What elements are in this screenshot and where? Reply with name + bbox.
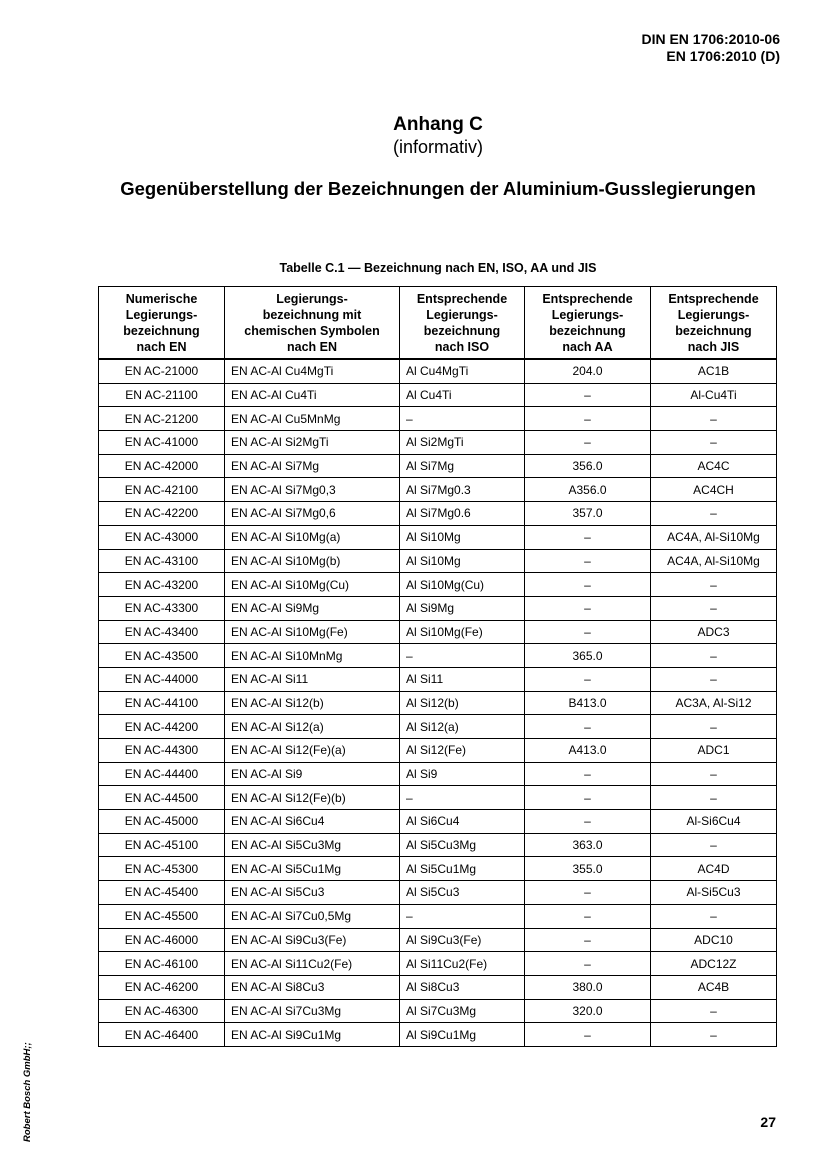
cell-en-symbol: EN AC-Al Si10Mg(Fe) [225, 620, 400, 644]
cell-en-symbol: EN AC-Al Si7Mg0,3 [225, 478, 400, 502]
cell-iso: Al Si12(b) [400, 691, 525, 715]
cell-en-number: EN AC-44000 [99, 667, 225, 691]
cell-en-symbol: EN AC-Al Cu4Ti [225, 383, 400, 407]
cell-iso: Al Si11Cu2(Fe) [400, 952, 525, 976]
table-row [99, 525, 777, 549]
cell-jis: – [651, 573, 777, 597]
table-row [99, 928, 777, 952]
cell-aa: A413.0 [525, 739, 651, 763]
table-row [99, 833, 777, 857]
cell-iso: Al Si9 [400, 762, 525, 786]
cell-jis: Al-Si6Cu4 [651, 810, 777, 834]
cell-en-number: EN AC-42100 [99, 478, 225, 502]
cell-en-symbol: EN AC-Al Si5Cu3 [225, 881, 400, 905]
cell-iso: Al Si5Cu3 [400, 881, 525, 905]
cell-aa: – [525, 383, 651, 407]
cell-jis: ADC1 [651, 739, 777, 763]
document-header [641, 31, 780, 65]
annex-title: Anhang C [393, 114, 483, 135]
column-header-line: bezeichnung mit [262, 307, 362, 322]
table-row [99, 431, 777, 455]
table-row [99, 549, 777, 573]
cell-jis: ADC10 [651, 928, 777, 952]
cell-en-symbol: EN AC-Al Cu4MgTi [225, 359, 400, 383]
annex-subtitle: (informativ) [392, 137, 483, 157]
cell-en-number: EN AC-45500 [99, 904, 225, 928]
cell-en-number: EN AC-43200 [99, 573, 225, 597]
cell-en-number: EN AC-43000 [99, 525, 225, 549]
cell-en-symbol: EN AC-Al Si8Cu3 [225, 975, 400, 999]
column-header-jis [651, 287, 777, 360]
table-row [99, 975, 777, 999]
column-header-line: Legierungs- [125, 307, 198, 322]
cell-iso: Al Si9Cu3(Fe) [400, 928, 525, 952]
cell-en-number: EN AC-42000 [99, 454, 225, 478]
cell-iso: Al Si10Mg(Fe) [400, 620, 525, 644]
cell-jis: AC3A, Al-Si12 [651, 691, 777, 715]
table-header [99, 287, 777, 360]
cell-aa: 204.0 [525, 359, 651, 383]
table-row [99, 502, 777, 526]
cell-en-number: EN AC-43300 [99, 596, 225, 620]
cell-en-number: EN AC-46200 [99, 975, 225, 999]
column-header-line: Entsprechende [668, 291, 759, 306]
cell-en-number: EN AC-44100 [99, 691, 225, 715]
cell-aa: – [525, 407, 651, 431]
table-row [99, 667, 777, 691]
cell-en-symbol: EN AC-Al Si10Mg(b) [225, 549, 400, 573]
cell-en-number: EN AC-46100 [99, 952, 225, 976]
cell-iso: Al Si12(a) [400, 715, 525, 739]
cell-iso: Al Si6Cu4 [400, 810, 525, 834]
cell-aa: B413.0 [525, 691, 651, 715]
cell-jis: ADC12Z [651, 952, 777, 976]
cell-en-symbol: EN AC-Al Si12(a) [225, 715, 400, 739]
cell-en-symbol: EN AC-Al Si9Cu3(Fe) [225, 928, 400, 952]
side-watermark: Robert Bosch GmbH;; [22, 1042, 33, 1142]
cell-jis: Al-Cu4Ti [651, 383, 777, 407]
cell-iso: Al Si8Cu3 [400, 975, 525, 999]
cell-jis: – [651, 407, 777, 431]
cell-jis: AC4C [651, 454, 777, 478]
cell-iso: Al Si5Cu1Mg [400, 857, 525, 881]
cell-en-symbol: EN AC-Al Si5Cu1Mg [225, 857, 400, 881]
cell-en-number: EN AC-45300 [99, 857, 225, 881]
cell-aa: 380.0 [525, 975, 651, 999]
cell-iso: – [400, 407, 525, 431]
column-header-line: bezeichnung [675, 323, 752, 338]
cell-aa: 355.0 [525, 857, 651, 881]
page-number: 27 [760, 1114, 776, 1130]
cell-iso: Al Si10Mg(Cu) [400, 573, 525, 597]
column-header-line: Legierungs- [426, 307, 498, 322]
cell-en-symbol: EN AC-Al Si10Mg(Cu) [225, 573, 400, 597]
column-header-line: bezeichnung [423, 323, 501, 338]
column-header-line: bezeichnung [123, 323, 200, 338]
table-row [99, 383, 777, 407]
table-row [99, 762, 777, 786]
cell-iso: Al Si12(Fe) [400, 739, 525, 763]
cell-jis: ADC3 [651, 620, 777, 644]
table-row [99, 904, 777, 928]
cell-iso: Al Si7Mg0.6 [400, 502, 525, 526]
cell-en-symbol: EN AC-Al Si12(Fe)(a) [225, 739, 400, 763]
cell-iso: – [400, 904, 525, 928]
table-row [99, 478, 777, 502]
cell-jis: AC4B [651, 975, 777, 999]
cell-jis: – [651, 715, 777, 739]
cell-iso: Al Si10Mg [400, 549, 525, 573]
cell-en-number: EN AC-46400 [99, 1023, 225, 1047]
cell-iso: – [400, 786, 525, 810]
table-row [99, 454, 777, 478]
column-header-line: chemischen Symbolen [244, 323, 380, 338]
column-header-line: Legierungs- [551, 307, 624, 322]
cell-en-number: EN AC-21200 [99, 407, 225, 431]
cell-iso: Al Cu4Ti [400, 383, 525, 407]
cell-jis: AC4A, Al-Si10Mg [651, 549, 777, 573]
column-header-en-symbol [225, 287, 400, 360]
cell-aa: – [525, 667, 651, 691]
cell-en-symbol: EN AC-Al Si7Cu3Mg [225, 999, 400, 1023]
standard-number-en: EN 1706:2010 (D) [666, 48, 780, 64]
cell-aa: 356.0 [525, 454, 651, 478]
cell-en-symbol: EN AC-Al Si10MnMg [225, 644, 400, 668]
cell-aa: – [525, 762, 651, 786]
cell-en-symbol: EN AC-Al Si7Cu0,5Mg [225, 904, 400, 928]
column-header-line: bezeichnung [549, 323, 626, 338]
cell-en-number: EN AC-43500 [99, 644, 225, 668]
cell-aa: – [525, 881, 651, 905]
cell-en-symbol: EN AC-Al Si7Mg0,6 [225, 502, 400, 526]
table-row [99, 952, 777, 976]
cell-en-number: EN AC-46300 [99, 999, 225, 1023]
column-header-line: nach AA [562, 339, 613, 354]
cell-en-number: EN AC-44200 [99, 715, 225, 739]
cell-en-symbol: EN AC-Al Si2MgTi [225, 431, 400, 455]
table-caption: Tabelle C.1 — Bezeichnung nach EN, ISO, AA und JIS [279, 261, 597, 275]
cell-en-number: EN AC-46000 [99, 928, 225, 952]
cell-iso: Al Cu4MgTi [400, 359, 525, 383]
cell-aa: – [525, 952, 651, 976]
cell-en-symbol: EN AC-Al Si11 [225, 667, 400, 691]
cell-aa: – [525, 786, 651, 810]
cell-en-symbol: EN AC-Al Si10Mg(a) [225, 525, 400, 549]
table-row [99, 739, 777, 763]
cell-en-number: EN AC-45000 [99, 810, 225, 834]
cell-en-number: EN AC-42200 [99, 502, 225, 526]
cell-jis: – [651, 833, 777, 857]
cell-en-symbol: EN AC-Al Si5Cu3Mg [225, 833, 400, 857]
cell-jis: – [651, 596, 777, 620]
table-row [99, 691, 777, 715]
column-header-line: Entsprechende [542, 291, 633, 306]
cell-aa: – [525, 620, 651, 644]
cell-iso: – [400, 644, 525, 668]
cell-jis: – [651, 786, 777, 810]
table-body [99, 359, 777, 1046]
designation-table [98, 286, 777, 1047]
cell-en-number: EN AC-41000 [99, 431, 225, 455]
cell-en-number: EN AC-44400 [99, 762, 225, 786]
cell-jis: AC4CH [651, 478, 777, 502]
cell-en-number: EN AC-43400 [99, 620, 225, 644]
cell-jis: – [651, 644, 777, 668]
column-header-line: nach EN [286, 339, 337, 354]
cell-aa: – [525, 904, 651, 928]
column-header-aa [525, 287, 651, 360]
table-row [99, 786, 777, 810]
cell-jis: AC4A, Al-Si10Mg [651, 525, 777, 549]
cell-en-symbol: EN AC-Al Si12(b) [225, 691, 400, 715]
standard-number-din: DIN EN 1706:2010-06 [641, 31, 780, 47]
cell-aa: – [525, 928, 651, 952]
cell-iso: Al Si7Cu3Mg [400, 999, 525, 1023]
column-header-line: Numerische [125, 291, 198, 306]
cell-en-number: EN AC-44500 [99, 786, 225, 810]
cell-aa: – [525, 596, 651, 620]
cell-jis: – [651, 1023, 777, 1047]
column-header-line: nach ISO [434, 339, 490, 354]
cell-en-symbol: EN AC-Al Si9 [225, 762, 400, 786]
cell-aa: 365.0 [525, 644, 651, 668]
cell-en-number: EN AC-21100 [99, 383, 225, 407]
cell-aa: – [525, 431, 651, 455]
cell-iso: Al Si7Mg0.3 [400, 478, 525, 502]
cell-aa: – [525, 715, 651, 739]
cell-aa: 320.0 [525, 999, 651, 1023]
cell-jis: – [651, 762, 777, 786]
page-title: Gegenüberstellung der Bezeichnungen der Aluminium-Gusslegierungen [120, 178, 756, 199]
column-header-en-number [99, 287, 225, 360]
cell-en-number: EN AC-21000 [99, 359, 225, 383]
cell-aa: – [525, 549, 651, 573]
cell-aa: – [525, 810, 651, 834]
cell-jis: – [651, 502, 777, 526]
cell-en-symbol: EN AC-Al Si7Mg [225, 454, 400, 478]
cell-jis: – [651, 999, 777, 1023]
cell-jis: Al-Si5Cu3 [651, 881, 777, 905]
table-row [99, 1023, 777, 1047]
column-header-iso [400, 287, 525, 360]
cell-en-symbol: EN AC-Al Si6Cu4 [225, 810, 400, 834]
column-header-line: Legierungs- [677, 307, 750, 322]
cell-iso: Al Si7Mg [400, 454, 525, 478]
cell-jis: AC1B [651, 359, 777, 383]
table-row [99, 810, 777, 834]
cell-iso: Al Si10Mg [400, 525, 525, 549]
cell-iso: Al Si2MgTi [400, 431, 525, 455]
column-header-line: nach JIS [687, 339, 740, 354]
table-row [99, 573, 777, 597]
cell-aa: – [525, 1023, 651, 1047]
cell-en-number: EN AC-45100 [99, 833, 225, 857]
cell-en-number: EN AC-44300 [99, 739, 225, 763]
cell-en-number: EN AC-43100 [99, 549, 225, 573]
table-row [99, 359, 777, 383]
cell-jis: – [651, 904, 777, 928]
cell-aa: – [525, 525, 651, 549]
cell-en-symbol: EN AC-Al Si9Cu1Mg [225, 1023, 400, 1047]
cell-aa: A356.0 [525, 478, 651, 502]
cell-iso: Al Si5Cu3Mg [400, 833, 525, 857]
cell-aa: – [525, 573, 651, 597]
table-row [99, 407, 777, 431]
cell-aa: 363.0 [525, 833, 651, 857]
cell-jis: – [651, 431, 777, 455]
cell-en-symbol: EN AC-Al Si12(Fe)(b) [225, 786, 400, 810]
cell-en-symbol: EN AC-Al Si9Mg [225, 596, 400, 620]
cell-aa: 357.0 [525, 502, 651, 526]
table-row [99, 596, 777, 620]
table-row [99, 999, 777, 1023]
column-header-line: Legierungs- [276, 291, 348, 306]
table-row [99, 644, 777, 668]
cell-iso: Al Si9Mg [400, 596, 525, 620]
table-row [99, 857, 777, 881]
column-header-line: nach EN [136, 339, 187, 354]
cell-en-number: EN AC-45400 [99, 881, 225, 905]
cell-jis: AC4D [651, 857, 777, 881]
cell-iso: Al Si11 [400, 667, 525, 691]
table-row [99, 881, 777, 905]
cell-en-symbol: EN AC-Al Cu5MnMg [225, 407, 400, 431]
cell-iso: Al Si9Cu1Mg [400, 1023, 525, 1047]
table-row [99, 620, 777, 644]
table-header-row [99, 287, 777, 360]
cell-en-symbol: EN AC-Al Si11Cu2(Fe) [225, 952, 400, 976]
table-row [99, 715, 777, 739]
column-header-line: Entsprechende [416, 291, 508, 306]
cell-jis: – [651, 667, 777, 691]
